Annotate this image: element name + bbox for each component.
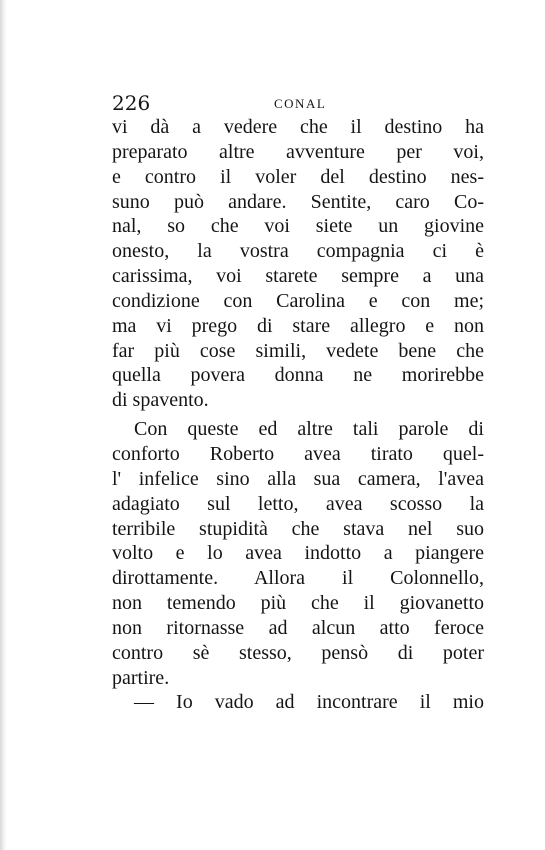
text-line: adagiato sul letto, avea scosso la xyxy=(112,492,484,515)
text-line: preparato altre avventure per voi, xyxy=(112,140,484,163)
text-line: non ritornasse ad alcun atto feroce xyxy=(112,616,484,639)
text-line: far più cose simili, vedete bene che xyxy=(112,339,484,362)
paragraph xyxy=(112,417,484,690)
text-line: onesto, la vostra compagnia ci è xyxy=(112,240,484,263)
text-line: l' infelice sino alla sua camera, l'avea xyxy=(112,467,484,490)
text-line: non temendo più che il giovanetto xyxy=(112,592,484,615)
text-line: — Io vado ad incontrare il mio xyxy=(134,691,484,714)
paragraph xyxy=(112,115,484,413)
page-number: 226 xyxy=(112,91,151,115)
text-line: volto e lo avea indotto a piangere xyxy=(112,542,484,565)
page-header xyxy=(112,92,484,114)
text-line: Con queste ed altre tali parole di xyxy=(134,418,484,441)
text-line: dirottamente. Allora il Colonnello, xyxy=(112,567,484,590)
paragraph xyxy=(112,690,484,715)
text-line: di spavento. xyxy=(112,389,209,412)
running-title: CONAL xyxy=(274,96,327,111)
text-line: e contro il voler del destino nes- xyxy=(112,165,484,188)
text-line: carissima, voi starete sempre a una xyxy=(112,265,484,288)
text-line: conforto Roberto avea tirato quel- xyxy=(112,442,484,465)
text-line: condizione con Carolina e con me; xyxy=(112,289,484,312)
text-line: ma vi prego di stare allegro e non xyxy=(112,314,484,337)
text-line: partire. xyxy=(112,666,170,689)
text-line: terribile stupidità che stava nel suo xyxy=(112,517,484,540)
text-line: vi dà a vedere che il destino ha xyxy=(112,116,484,138)
text-line: nal, so che voi siete un giovine xyxy=(112,215,484,238)
text-line: quella povera donna ne morirebbe xyxy=(112,364,484,387)
text-line: contro sè stesso, pensò di poter xyxy=(112,641,484,664)
text-line: suno può andare. Sentite, caro Co- xyxy=(112,190,484,213)
page-binding-shadow xyxy=(0,0,7,850)
body-text xyxy=(112,115,484,715)
